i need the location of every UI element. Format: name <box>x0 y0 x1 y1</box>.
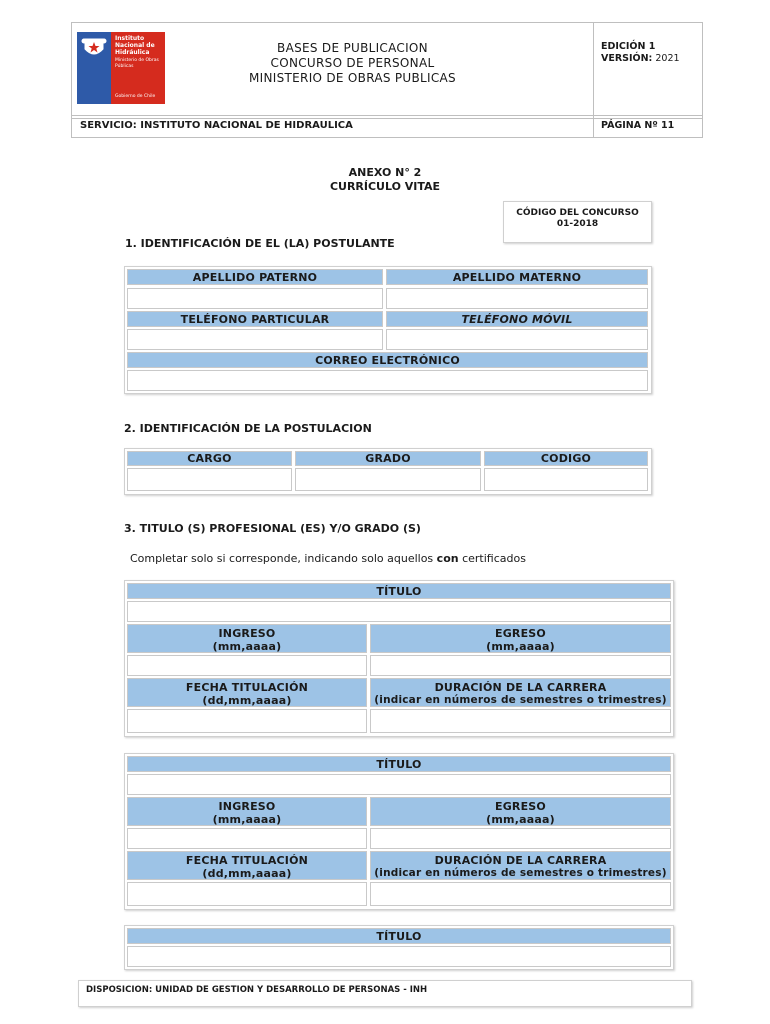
header-title-3: MINISTERIO DE OBRAS PUBLICAS <box>249 71 456 85</box>
duracion-hint-2: (indicar en números de semestres o trimestres) <box>374 867 667 879</box>
header-title-2: CONCURSO DE PERSONAL <box>270 56 435 70</box>
section2-heading: 2. IDENTIFICACIÓN DE LA POSTULACION <box>124 422 372 435</box>
coat-of-arms-icon <box>80 35 108 61</box>
titulo-header-2: TÍTULO <box>127 756 671 772</box>
duracion-label-1: DURACIÓN DE LA CARRERA <box>434 681 607 694</box>
fecha-titulacion-header-2 <box>127 851 367 880</box>
annex-title <box>270 166 500 194</box>
grado-field[interactable] <box>295 468 481 491</box>
logo-line2: Nacional de <box>115 42 155 49</box>
egreso-label-2: EGRESO <box>494 800 546 813</box>
section3-note <box>130 552 526 565</box>
fecha-titulacion-field-1[interactable] <box>127 709 367 733</box>
apellido-paterno-header: APELLIDO PATERNO <box>127 269 383 285</box>
correo-field[interactable] <box>127 370 648 391</box>
cargo-header: CARGO <box>127 451 292 466</box>
edition-block <box>601 41 680 65</box>
duracion-field-2[interactable] <box>370 882 671 906</box>
header-title-1: BASES DE PUBLICACION <box>277 41 428 55</box>
header-divider <box>593 22 594 117</box>
logo-text <box>115 35 159 70</box>
apellido-materno-field[interactable] <box>386 288 648 309</box>
duracion-header-2 <box>370 851 671 880</box>
contest-code-label: CÓDIGO DEL CONCURSO <box>516 208 639 218</box>
apellido-materno-header: APELLIDO MATERNO <box>386 269 648 285</box>
logo-line3: Hidráulica <box>115 49 150 56</box>
egreso-format-1: (mm,aaaa) <box>486 640 555 653</box>
telefono-movil-field[interactable] <box>386 329 648 350</box>
ingreso-header-2 <box>127 797 367 826</box>
titulo-header-1: TÍTULO <box>127 583 671 599</box>
fecha-titulacion-field-2[interactable] <box>127 882 367 906</box>
note-bold: con <box>436 552 459 565</box>
logo-line1: Instituto <box>115 35 145 42</box>
telefono-particular-header: TELÉFONO PARTICULAR <box>127 311 383 327</box>
fecha-titulacion-label-1: FECHA TITULACIÓN <box>185 681 309 694</box>
egreso-format-2: (mm,aaaa) <box>486 813 555 826</box>
annex-subtitle: CURRÍCULO VITAE <box>329 180 441 193</box>
titulo-field-3[interactable] <box>127 946 671 967</box>
titulo-field-1[interactable] <box>127 601 671 622</box>
egreso-header-2 <box>370 797 671 826</box>
ingreso-field-1[interactable] <box>127 655 367 676</box>
version-value: 2021 <box>655 53 680 64</box>
page-number: PÁGINA Nº 11 <box>601 120 675 131</box>
ingreso-format-1: (mm,aaaa) <box>212 640 282 653</box>
section1-heading: 1. IDENTIFICACIÓN DE EL (LA) POSTULANTE <box>125 237 395 250</box>
ingreso-format-2: (mm,aaaa) <box>212 813 282 826</box>
cargo-field[interactable] <box>127 468 292 491</box>
telefono-movil-header: TELÉFONO MÓVIL <box>386 311 648 327</box>
titulo-field-2[interactable] <box>127 774 671 795</box>
fecha-titulacion-format-1: (dd,mm,aaaa) <box>202 694 292 707</box>
footer-text: DISPOSICION: UNIDAD DE GESTION Y DESARROLLO DE PERSONAS - INH <box>86 985 428 995</box>
fecha-titulacion-format-2: (dd,mm,aaaa) <box>202 867 292 880</box>
correo-header: CORREO ELECTRÓNICO <box>127 352 648 368</box>
duracion-hint-1: (indicar en números de semestres o trimestres) <box>374 694 667 706</box>
ingreso-header-1 <box>127 624 367 653</box>
header-titles <box>190 41 515 86</box>
duracion-label-2: DURACIÓN DE LA CARRERA <box>434 854 607 867</box>
institution-logo <box>77 32 165 104</box>
titulo-header-3: TÍTULO <box>127 928 671 944</box>
egreso-field-1[interactable] <box>370 655 671 676</box>
codigo-field[interactable] <box>484 468 648 491</box>
duracion-header-1 <box>370 678 671 707</box>
note-post: certificados <box>458 552 526 565</box>
grado-header: GRADO <box>295 451 481 466</box>
egreso-label-1: EGRESO <box>494 627 546 640</box>
version-label: VERSIÓN: <box>601 53 653 64</box>
telefono-particular-field[interactable] <box>127 329 383 350</box>
note-pre: Completar solo si corresponde, indicando solo aquellos <box>130 552 437 565</box>
logo-ministry1: Ministerio de Obras <box>115 58 159 63</box>
service-row-divider <box>593 115 594 137</box>
egreso-header-1 <box>370 624 671 653</box>
egreso-field-2[interactable] <box>370 828 671 849</box>
apellido-paterno-field[interactable] <box>127 288 383 309</box>
ingreso-field-2[interactable] <box>127 828 367 849</box>
section3-heading: 3. TITULO (S) PROFESIONAL (ES) Y/O GRADO (S) <box>124 522 421 535</box>
fecha-titulacion-label-2: FECHA TITULACIÓN <box>185 854 309 867</box>
ingreso-label-2: INGRESO <box>218 800 276 813</box>
fecha-titulacion-header-1 <box>127 678 367 707</box>
contest-code-value: 01-2018 <box>556 219 599 229</box>
edition-label: EDICIÓN 1 <box>601 41 656 52</box>
logo-footer: Gobierno de Chile <box>115 94 156 99</box>
annex-number: ANEXO N° 2 <box>348 166 422 179</box>
ingreso-label-1: INGRESO <box>218 627 276 640</box>
contest-code-box <box>503 201 652 243</box>
service-label: SERVICIO: INSTITUTO NACIONAL DE HIDRAULICA <box>80 120 353 131</box>
duracion-field-1[interactable] <box>370 709 671 733</box>
codigo-header: CODIGO <box>484 451 648 466</box>
logo-ministry2: Públicas <box>115 64 134 69</box>
